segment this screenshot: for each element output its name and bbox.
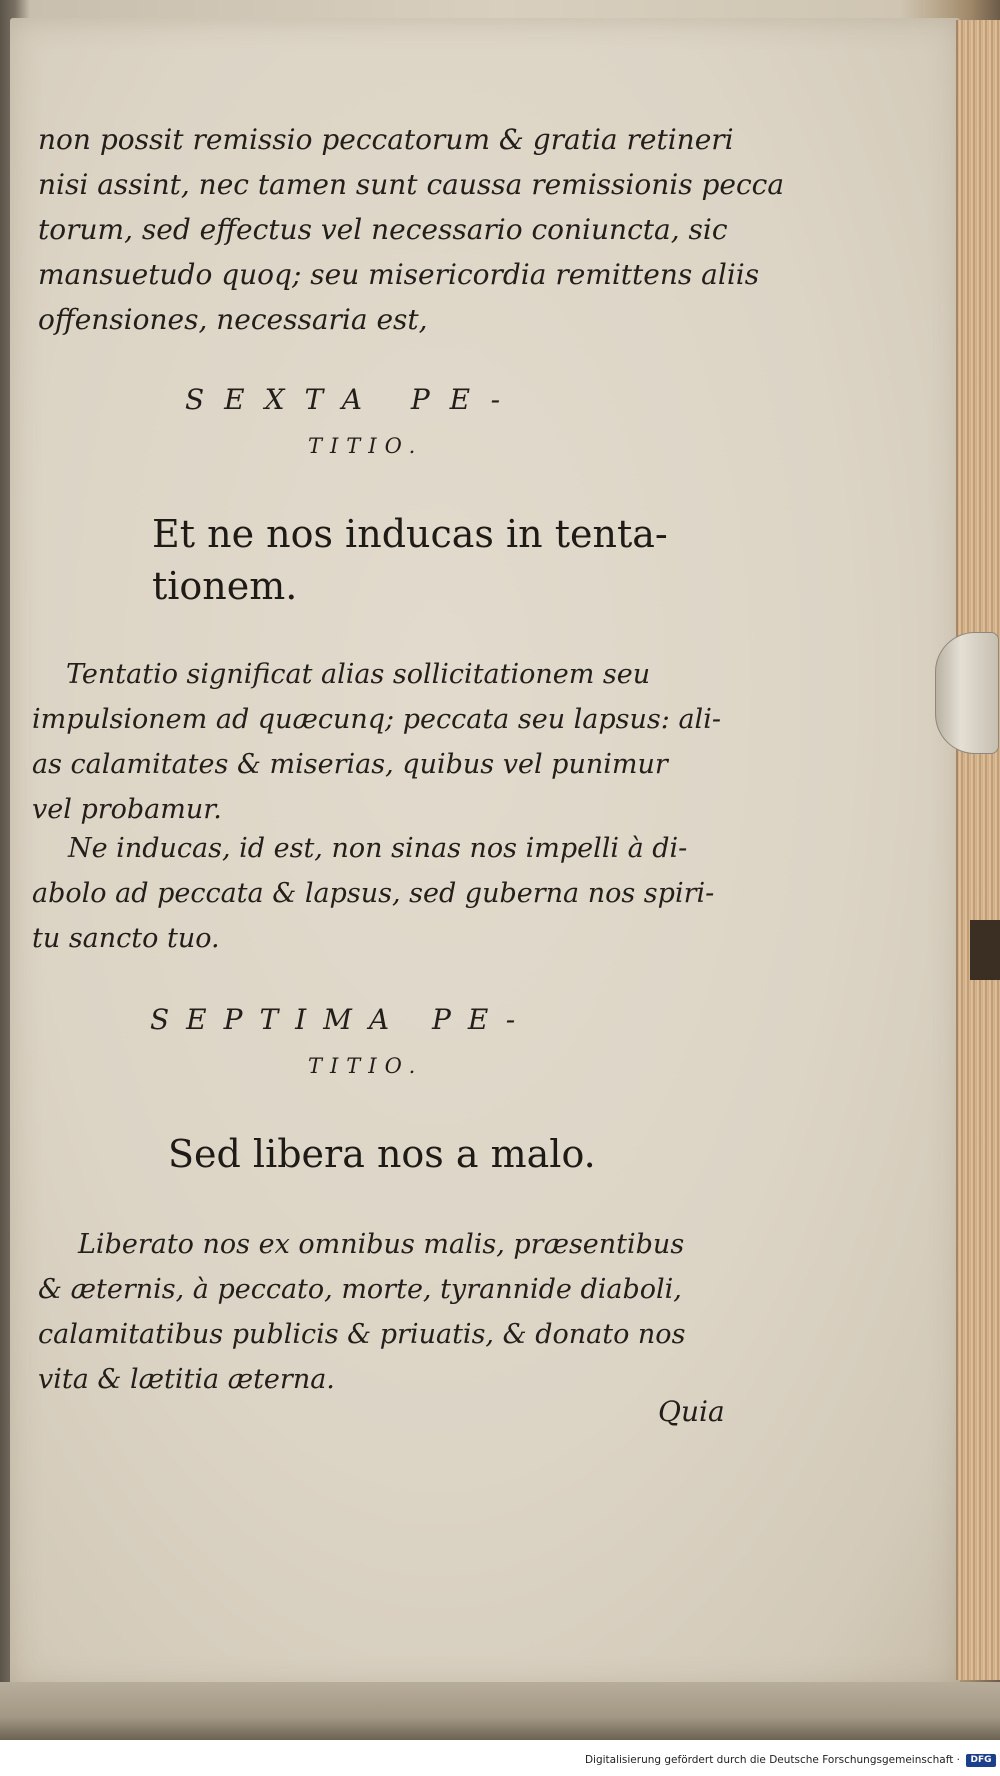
top-paragraph xyxy=(38,117,784,342)
catchword: Quia xyxy=(658,1395,725,1428)
sexta-gloss xyxy=(68,826,687,871)
text-line: impulsionem ad quæcunq; peccata seu lapsus: ali- xyxy=(32,704,721,735)
book-bottom-edge xyxy=(0,1682,1000,1740)
sexta-petition xyxy=(152,508,668,612)
text-line: Liberato nos ex omnibus malis, præsentibus xyxy=(78,1229,685,1260)
text-line: Tentatio significat alias sollicitationem seu xyxy=(66,659,651,690)
text-line: mansuetudo quoq; seu misericordia remittens aliis xyxy=(38,258,760,291)
tab-marker xyxy=(970,920,1000,980)
text-line: abolo ad peccata & lapsus, sed guberna nos spiri- xyxy=(32,878,715,909)
text-line: vita & lætitia æterna. xyxy=(38,1364,335,1395)
petition-line: tionem. xyxy=(152,564,298,608)
text-line: vel probamur. xyxy=(32,794,222,825)
text-line: tu sancto tuo. xyxy=(32,923,220,954)
text-line: non possit remissio peccatorum & gratia retineri xyxy=(38,123,734,156)
petition-line: Et ne nos inducas in tenta- xyxy=(152,512,668,556)
sexta-gloss-cont xyxy=(32,871,714,961)
clasp xyxy=(935,632,999,754)
text-line: offensiones, necessaria est, xyxy=(38,303,428,336)
sexta-subheading: TITIO. xyxy=(308,434,424,458)
text-line: nisi assint, nec tamen sunt caussa remissionis pecca xyxy=(38,168,785,201)
dfg-logo: DFG xyxy=(966,1754,996,1767)
text-line: torum, sed effectus vel necessario coniuncta, sic xyxy=(38,213,728,246)
text-line: Ne inducas, id est, non sinas nos impelli à di- xyxy=(68,833,688,864)
septima-heading: SEPTIMA PE- xyxy=(150,1003,533,1036)
text-line: calamitatibus publicis & priuatis, & donato nos xyxy=(38,1319,686,1350)
digitization-credit: Digitalisierung gefördert durch die Deutsche Forschungsgemeinschaft · xyxy=(584,1754,960,1766)
petition-line: Sed libera nos a malo. xyxy=(168,1132,596,1176)
text-line: & æternis, à peccato, morte, tyrannide diaboli, xyxy=(38,1274,682,1305)
septima-explanation xyxy=(78,1222,684,1267)
sexta-explanation-cont xyxy=(32,697,721,832)
septima-subheading: TITIO. xyxy=(308,1054,424,1078)
septima-petition xyxy=(168,1128,596,1180)
septima-explanation-cont xyxy=(38,1267,685,1402)
sexta-heading: SEXTA PE- xyxy=(185,383,521,416)
page-edge xyxy=(956,20,1000,1680)
sexta-explanation xyxy=(66,652,650,697)
text-line: as calamitates & miserias, quibus vel punimur xyxy=(32,749,668,780)
